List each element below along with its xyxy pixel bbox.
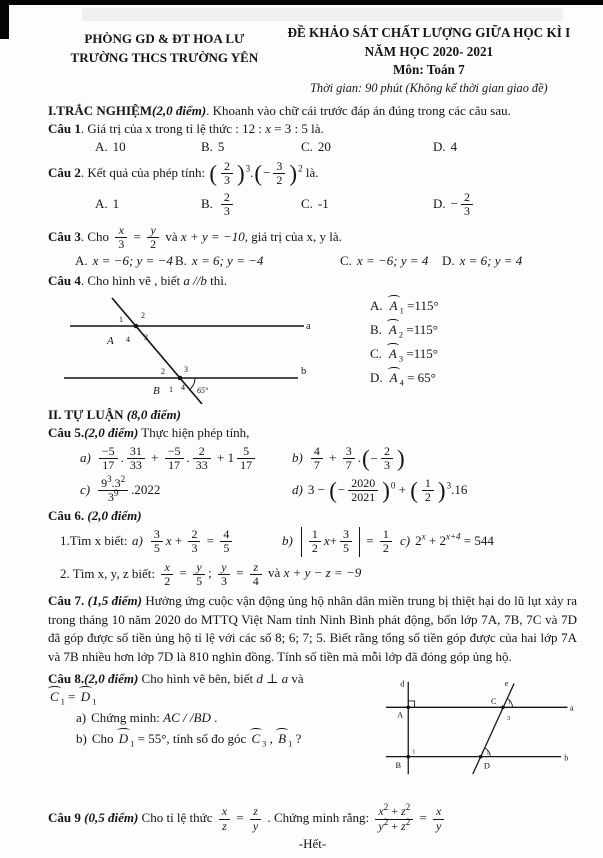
- q1-option-a: [95, 139, 201, 156]
- question-4-label: Câu 4: [48, 273, 81, 289]
- fig4-angle-2-A: 2: [141, 311, 145, 321]
- question-8-text-column: [48, 670, 378, 752]
- question-6: [48, 508, 577, 590]
- fig8-label-a: a: [569, 703, 574, 713]
- fig4-angle-1-B: 1: [169, 385, 173, 395]
- question-2-stem: [48, 159, 577, 189]
- fig4-angle-4-A: 4: [126, 335, 130, 345]
- section-2-heading: [48, 407, 577, 424]
- q5-item-b-expr: $\frac{4}{7}$ + $\frac{3}{7}$ . ( − $\frac{2}{3}$ ): [308, 450, 406, 465]
- school-name: TRƯỜNG THCS TRƯỜNG YÊN: [70, 49, 259, 65]
- q6-item-b-key: b): [282, 532, 293, 548]
- q5-item-a-key: a): [80, 449, 91, 465]
- question-5-label: Câu 5.: [48, 425, 85, 441]
- question-3: [48, 223, 577, 271]
- question-3-text: . Cho $\frac{x}{3}$ = $\frac{y}{2}$ và x + y = −10, giá trị của x, y là.: [80, 222, 342, 252]
- q2-option-b: [201, 190, 301, 220]
- q1-option-b-key: B.: [201, 138, 213, 154]
- q6-item-b-expr: $\frac{1}{2}$ x + $\frac{3}{5}$ = $\frac{1}{2}$: [298, 533, 395, 548]
- question-1-stem: [48, 121, 577, 138]
- section-1-heading: [48, 103, 577, 120]
- question-5-row-2: [48, 473, 577, 506]
- fig4-angle-4-B: 4: [181, 383, 185, 393]
- section-2-title: II. TỰ LUẬN: [48, 407, 127, 423]
- fig8-label-C: C: [491, 697, 497, 707]
- question-4-body: [48, 292, 577, 404]
- question-5-row-1: [48, 444, 577, 474]
- q8-item-b-key: b): [76, 730, 87, 746]
- q5-item-d-expr: 3 − ( − $\frac{2020}{2021}$ ) $^0$ + ( $\frac{1}{2}$ ) $^3$.16: [307, 475, 468, 505]
- fig8-angle-3-C: 3: [506, 715, 511, 723]
- q2-option-a: [95, 196, 201, 213]
- q2-option-a-value: 1: [112, 196, 120, 212]
- q6-item-a: [132, 527, 282, 557]
- q8-item-b-text: Cho D $_1$ = 55°, tính số đo góc C $_3$ , B $_1$ ?: [91, 730, 302, 749]
- q2-option-d-value: − $\frac{2}{3}$: [451, 196, 476, 211]
- q5-item-c-key: c): [80, 481, 91, 497]
- fig4-angle-2-B: 2: [161, 367, 165, 377]
- q6-item-a-expr: $\frac{3}{5}$ x + $\frac{2}{3}$ = $\frac{4}{5}$: [148, 533, 235, 548]
- fig4-point-A: [134, 324, 139, 329]
- q1-option-a-value: 10: [112, 138, 126, 154]
- fig8-point-B: [406, 755, 410, 759]
- fig8-label-D: D: [483, 761, 490, 771]
- q4-option-a-value: A $_1$ =115°: [389, 298, 439, 316]
- fig4-angle-3-A: 3: [144, 333, 148, 343]
- q4-option-d: [370, 370, 439, 387]
- q3-option-c-value: x = −6; y = 4: [356, 253, 429, 269]
- question-9-points: (0,5 điểm): [84, 810, 139, 826]
- question-9: [48, 804, 577, 834]
- q2-option-a-key: A.: [95, 196, 108, 212]
- q5-item-d: [292, 476, 577, 506]
- q2-option-d-key: D.: [433, 195, 446, 211]
- question-1-options: [48, 139, 577, 156]
- question-7-text: Hưởng ứng cuộc vận động ủng hộ nhân dân miền trung bị thiệt hại do lũ lụt xảy ra trong tháng 10 năm 2020 do MTTQ Việt Nam tỉnh Ninh Bình phát động, bốn lớp 7A, 7B, 7C và 7D đã góp được số tiền ủng hộ tỉ lệ với các số 8; 6; 7; 5. Biết rằng tổng số tiền góp được của hai lớp 7A và 7B nhiều hơn lớp 7D là 810 nghìn đồng. Tính số tiền mà mỗi lớp đã đóng góp ủng hộ.: [48, 593, 577, 664]
- fig4-label-a: a: [306, 321, 311, 333]
- question-6-part-2: [48, 560, 577, 590]
- question-8-label: Câu 8.: [48, 671, 85, 687]
- issuing-org-block: [48, 24, 281, 97]
- question-4-stem: [48, 273, 577, 290]
- question-7-points: (1,5 điểm): [87, 593, 142, 609]
- q4-option-c: [370, 346, 439, 363]
- fig8-point-D: [479, 755, 483, 759]
- q5-item-d-key: d): [292, 481, 303, 497]
- question-4-text: . Cho hình vẽ , biết a //b thì.: [80, 273, 228, 289]
- question-9-label: Câu 9: [48, 810, 85, 826]
- q4-option-c-key: C.: [370, 346, 382, 362]
- q1-option-c-key: C.: [301, 138, 313, 154]
- question-5-stem: [48, 425, 577, 442]
- fig8-label-b: b: [564, 753, 569, 763]
- q4-option-d-key: D.: [370, 369, 383, 385]
- question-7: [48, 592, 577, 666]
- q6-part1-lead: 1.Tìm x biết:: [60, 533, 128, 549]
- q6-item-b: [282, 527, 400, 557]
- question-8-points: (2,0 điểm): [84, 671, 139, 687]
- department-name: PHÒNG GD & ĐT HOA LƯ: [84, 31, 245, 46]
- question-4: [48, 273, 577, 404]
- q1-option-d-key: D.: [433, 138, 446, 154]
- q1-option-d: [433, 139, 577, 156]
- q5-item-b-key: b): [292, 449, 303, 465]
- fig4-label-A: A: [107, 335, 114, 348]
- q3-option-c: [340, 253, 442, 270]
- fig4-angle-3-B: 3: [184, 365, 188, 375]
- fig8-label-B: B: [395, 761, 402, 771]
- time-limit: Thời gian: 90 phút (Không kể thời gian giao đề): [310, 81, 548, 96]
- q5-item-c-expr: $\frac{9^3.3^2}{3^9}$ .2022: [95, 482, 160, 497]
- question-3-stem: [48, 223, 577, 253]
- q1-option-d-value: 4: [450, 138, 458, 154]
- subject-line: Môn: Toán 7: [392, 62, 465, 78]
- question-2-label: Câu 2: [48, 164, 81, 180]
- q4-option-b-key: B.: [370, 322, 382, 338]
- fig8-point-A: [406, 706, 410, 710]
- question-6-points: (2,0 điểm): [84, 507, 142, 523]
- question-5: [48, 425, 577, 506]
- q3-option-b-value: x = 6; y = −4: [191, 253, 264, 269]
- q4-option-b: [370, 322, 439, 339]
- question-5-text: Thực hiện phép tính,: [138, 425, 250, 441]
- fig8-angle-1-B: 1: [412, 748, 416, 756]
- fig4-label-B: B: [153, 385, 160, 398]
- q6-item-c-expr: $2^x + 2^{x+4} = 544$: [415, 531, 494, 549]
- q4-option-d-value: A $_4$ = 65°: [389, 369, 436, 388]
- q4-option-a: [370, 298, 439, 315]
- question-2-text: . Kết quả của phép tính: ( $\frac{2}{3}$ ) $^3$. ( − $\frac{3}{2}$ ) $^2$ là.: [80, 158, 319, 188]
- question-1-label: Câu 1: [48, 121, 81, 137]
- q3-option-d-key: D.: [442, 253, 455, 269]
- question-7-label: Câu 7.: [48, 593, 88, 609]
- q2-option-c: [301, 196, 433, 213]
- question-8-text: Cho hình vẽ bên, biết d ⊥ a và: [138, 671, 304, 687]
- q3-option-a-key: A.: [75, 253, 88, 269]
- exam-title: ĐỀ KHẢO SÁT CHẤT LƯỢNG GIỮA HỌC KÌ I: [287, 25, 571, 40]
- question-8: [48, 670, 577, 792]
- section-1-instruction: . Khoanh vào chữ cái trước đáp án đúng trong các câu sau.: [206, 103, 511, 119]
- question-8-hypothesis: [48, 689, 378, 706]
- question-2: [48, 159, 577, 220]
- q8-item-b: [48, 731, 378, 748]
- q6-item-c: [400, 533, 577, 550]
- question-6-label: Câu 6.: [48, 507, 85, 523]
- q2-option-b-key: B.: [201, 195, 213, 211]
- q8-item-a: [48, 710, 378, 727]
- question-1-text: . Giá trị của x trong tỉ lệ thức : 12 : x = 3 : 5 là.: [80, 121, 324, 137]
- q4-option-a-key: A.: [370, 298, 383, 314]
- question-3-label: Câu 3: [48, 228, 81, 244]
- q3-option-b: [175, 253, 340, 270]
- q3-option-d-value: x = 6; y = 4: [459, 253, 523, 269]
- fig4-point-B: [178, 376, 183, 381]
- question-2-options: [48, 190, 577, 220]
- fig8-angle-1-C: 1: [507, 698, 511, 706]
- q6-part2-expr: $\frac{x}{2}$ = $\frac{y}{5}$ ; $\frac{y}{3}$ = $\frac{z}{4}$ và x + y − z = −9: [158, 565, 361, 580]
- section-1-title: I.TRẮC NGHIỆM: [48, 103, 153, 119]
- q3-option-b-key: B.: [175, 253, 187, 269]
- fig4-angle-arc: [189, 378, 195, 390]
- question-7-body: [48, 592, 577, 666]
- fig8-point-C: [501, 706, 505, 710]
- q5-item-a: [80, 444, 292, 474]
- end-marker: -Hết-: [298, 836, 327, 852]
- figure-parallel-lines-q4: [56, 292, 336, 404]
- q4-option-c-value: A $_3$ =115°: [388, 346, 438, 364]
- q1-option-c-value: 20: [317, 138, 331, 154]
- exam-header: [48, 24, 577, 97]
- fig4-label-b: b: [301, 366, 307, 378]
- q4-option-b-value: A $_2$ =115°: [388, 322, 438, 340]
- school-year: NĂM HỌC 2020- 2021: [364, 43, 494, 59]
- q3-option-a: [75, 253, 175, 270]
- q3-option-d: [442, 253, 577, 270]
- q6-part2-lead: 2. Tìm x, y, z biết:: [60, 565, 159, 581]
- q2-option-b-value: $\frac{2}{3}$: [218, 196, 236, 211]
- question-1: [48, 121, 577, 156]
- q6-item-c-key: c): [400, 533, 411, 549]
- fig8-label-d: d: [400, 679, 405, 689]
- question-6-stem: [48, 508, 577, 525]
- section-1-points: (2,0 điểm): [152, 103, 207, 119]
- q2-option-c-key: C.: [301, 196, 313, 212]
- section-2-points: (8,0 điểm): [126, 407, 181, 423]
- question-5-points: (2,0 điểm): [84, 425, 139, 441]
- q1-option-b: [201, 139, 301, 156]
- question-4-options: [370, 292, 439, 394]
- q6-item-a-key: a): [132, 532, 143, 548]
- question-6-part-1: [48, 527, 577, 557]
- fig8-angle-1-D: 1: [486, 749, 490, 757]
- q5-item-b: [292, 444, 577, 474]
- q8-item-a-text: Chứng minh: AC / /BD .: [91, 710, 218, 726]
- fig8-label-A: A: [397, 710, 404, 720]
- fig4-angle-1-A: 1: [119, 315, 123, 325]
- fig8-label-e: e: [504, 679, 509, 689]
- question-9-text: Cho tỉ lệ thức $\frac{x}{z}$ = $\frac{z}{y}$ . Chứng minh rằng: $\frac{x^2 + z^2}{y^2 + z^2}$ = $\frac{x}{y}$: [138, 810, 447, 825]
- q5-item-a-expr: $\frac{-5}{17}$ . $\frac{31}{33}$ + $\frac{-5}{17}$ . $\frac{2}{33}$ + 1 $\frac{5}{17}$: [96, 450, 258, 465]
- exam-title-block: [281, 24, 577, 97]
- q8-item-a-key: a): [76, 710, 87, 726]
- q3-option-a-value: x = −6; y = −4: [92, 253, 173, 269]
- q5-item-c: [80, 473, 292, 506]
- question-8-stem: [48, 671, 378, 688]
- question-8-hypothesis-expr: C $_1$ = D $_1$: [50, 689, 97, 707]
- q3-option-c-key: C.: [340, 253, 352, 269]
- q2-option-d: [433, 190, 577, 220]
- q1-option-c: [301, 139, 433, 156]
- fig4-angle-degree: 65°: [197, 386, 209, 396]
- q1-option-b-value: 5: [217, 138, 225, 154]
- figure-perpendicular-lines-q8: [378, 664, 577, 792]
- q1-option-a-key: A.: [95, 138, 108, 154]
- q2-option-c-value: -1: [317, 196, 329, 212]
- question-3-options: [48, 253, 577, 270]
